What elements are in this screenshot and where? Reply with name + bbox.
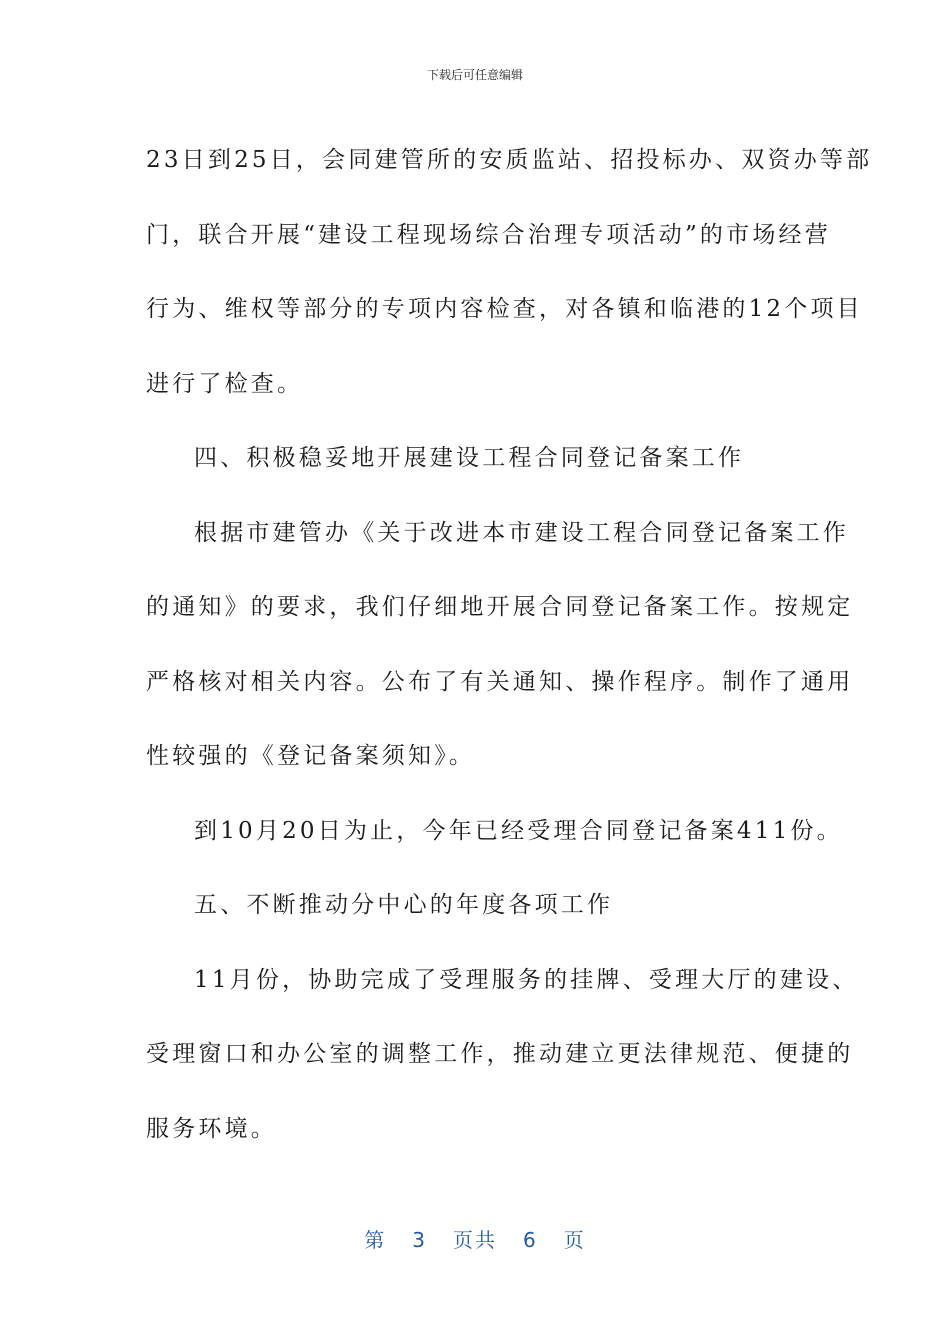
section-heading: 五、不断推动分中心的年度各项工作 [194, 892, 614, 918]
page-suffix: 页 [563, 1228, 586, 1252]
text-line: 进行了检查。 [146, 370, 304, 397]
download-note: 下载后可任意编辑 [426, 68, 523, 82]
paragraph-annual-work [146, 943, 859, 1167]
section-heading-5 [146, 868, 811, 943]
text-line: 到10月20日为止，今年已经受理合同登记备案411份。 [194, 817, 843, 844]
section-heading: 四、积极稳妥地开展建设工程合同登记备案工作 [194, 445, 745, 471]
document-body [146, 123, 873, 1166]
text-line: 服务环境。 [146, 1115, 277, 1142]
paragraph-inspection [146, 123, 873, 421]
text-line: 门，联合开展“建设工程现场综合治理专项活动”的市场经营 [146, 221, 831, 248]
text-line: 根据市建管办《关于改进本市建设工程合同登记备案工作 [194, 519, 849, 546]
text-line: 行为、维权等部分的专项内容检查，对各镇和临港的12个项目 [146, 296, 863, 322]
text-line: 受理窗口和办公室的调整工作，推动建立更法律规范、便捷的 [146, 1041, 854, 1067]
total-page-number: 6 [523, 1228, 538, 1252]
page-number-footer [0, 1224, 950, 1253]
text-line: 严格核对相关内容。公布了有关通知、操作程序。制作了通用 [146, 668, 854, 695]
paragraph-contract-count [146, 794, 843, 869]
page-prefix: 第 [364, 1228, 387, 1252]
text-line: 11月份，协助完成了受理服务的挂牌、受理大厅的建设、 [194, 966, 859, 993]
page-middle: 页共 [453, 1228, 497, 1252]
text-line: 性较强的《登记备案须知》。 [146, 743, 476, 769]
current-page-number: 3 [412, 1228, 427, 1252]
text-line: 的通知》的要求，我们仔细地开展合同登记备案工作。按规定 [146, 594, 854, 620]
section-heading-4 [146, 421, 811, 496]
text-line: 23日到25日，会同建管所的安质监站、招投标办、双资办等部 [146, 147, 873, 173]
paragraph-contract-registration [146, 496, 854, 794]
